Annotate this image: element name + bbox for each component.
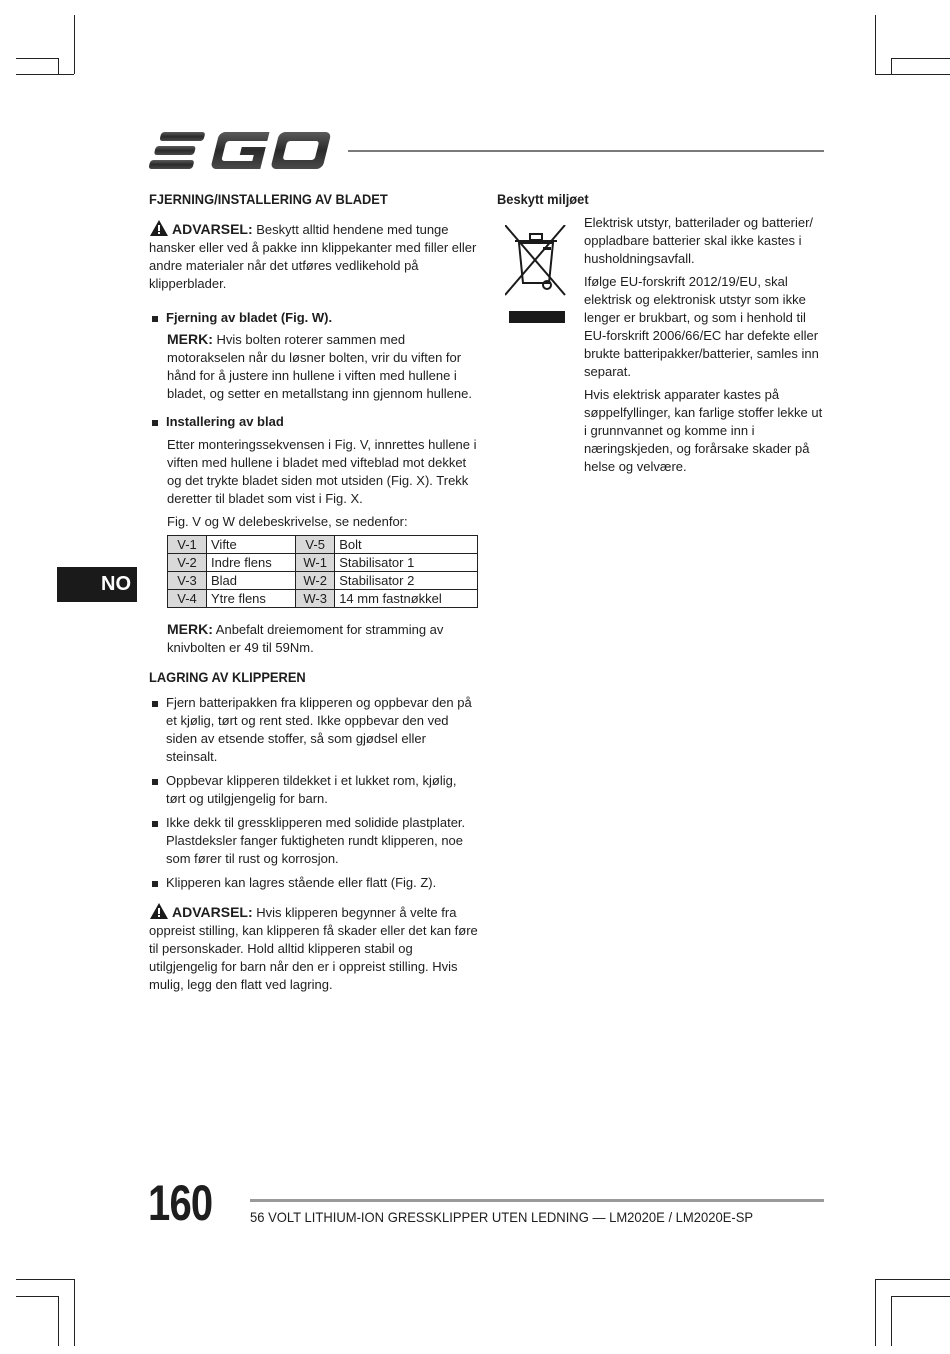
crop-mark	[58, 1296, 59, 1346]
ego-logo	[148, 130, 333, 172]
note-tag: MERK:	[167, 621, 213, 637]
removal-heading	[149, 309, 479, 327]
left-column	[149, 191, 479, 994]
parts-caption: Fig. V og W delebeskrivelse, se nedenfor:	[167, 514, 408, 529]
storage-list	[149, 694, 479, 892]
warning-tag: ADVARSEL:	[172, 221, 253, 237]
list-item: Klipperen kan lagres stående eller flatt (Fig. Z).	[149, 874, 479, 892]
part-name-cell: Ytre flens	[207, 590, 296, 608]
crop-mark	[16, 1296, 58, 1297]
removal-note	[167, 330, 479, 403]
crossed-bin-icon	[505, 225, 567, 325]
parts-table	[167, 535, 478, 608]
crop-mark	[891, 1296, 950, 1297]
part-code-cell: V-5	[296, 536, 335, 554]
part-name-cell: Indre flens	[207, 554, 296, 572]
table-row	[168, 572, 478, 590]
table-row	[168, 536, 478, 554]
table-row	[168, 554, 478, 572]
crop-mark	[891, 1296, 892, 1346]
header-rule	[348, 150, 824, 152]
crop-mark	[74, 15, 75, 74]
crop-mark	[875, 1279, 876, 1346]
environment-paragraph: Elektrisk utstyr, batterilader og batterier/ oppladbare batterier skal ikke kastes i husholdningsavfall.	[584, 215, 814, 266]
part-code-cell: V-2	[168, 554, 207, 572]
part-name-cell: 14 mm fastnøkkel	[335, 590, 478, 608]
crop-mark	[891, 58, 950, 59]
language-tab: NO	[57, 567, 137, 602]
part-name-cell: Blad	[207, 572, 296, 590]
footer-title: 56 VOLT LITHIUM-ION GRESSKLIPPER UTEN LEDNING — LM2020E / LM2020E-SP	[250, 1209, 754, 1225]
crop-mark	[16, 58, 58, 59]
crop-mark	[58, 58, 59, 74]
part-name-cell: Vifte	[207, 536, 296, 554]
page-number: 160	[148, 1175, 213, 1231]
crop-mark	[16, 1279, 74, 1280]
part-code-cell: W-3	[296, 590, 335, 608]
list-item: Oppbevar klipperen tildekket i et lukket rom, kjølig, tørt og utilgjengelig for barn.	[149, 772, 479, 808]
crop-mark	[891, 58, 892, 74]
environment-text	[584, 214, 824, 476]
part-name-cell: Stabilisator 1	[335, 554, 478, 572]
warning-blade	[149, 219, 479, 293]
note-tag: MERK:	[167, 331, 213, 347]
part-code-cell: V-4	[168, 590, 207, 608]
environment-paragraph: Hvis elektrisk apparater kastes på søppelfyllinger, kan farlige stoffer lekke ut i grunnvannet og komme inn i næringskjeden, og forårsake skader på helse og velvære.	[584, 387, 823, 474]
crop-mark	[875, 15, 876, 74]
warning-storage	[149, 902, 479, 994]
warning-text: Beskytt alltid hendene med tunge hansker eller ved å pakke inn klippekanter med filler eller andre materialer når det utføres vedlikehold på klipperblader.	[149, 222, 477, 291]
list-item: Ikke dekk til gressklipperen med solidide plastplater. Plastdeksler fanger fuktigheten rundt klipperen, noe som fører til rust og korrosjon.	[149, 814, 479, 868]
crop-mark	[16, 74, 74, 75]
table-row	[168, 590, 478, 608]
torque-text: Anbefalt dreiemoment for stramming av knivbolten er 49 til 59Nm.	[167, 622, 444, 655]
warning-text: Hvis klipperen begynner å velte fra oppreist stilling, kan klipperen få skader eller det kan føre til personskader. Hold alltid klipperen stabil og utilgjengelig for barn når den er i oppreist stilling. Hvis mulig, legg den flatt ved lagring.	[149, 905, 478, 992]
part-name-cell: Bolt	[335, 536, 478, 554]
part-code-cell: W-2	[296, 572, 335, 590]
install-heading	[149, 413, 479, 431]
crop-mark	[74, 1279, 75, 1346]
environment-title: Beskytt miljøet	[497, 191, 589, 207]
footer-rule	[250, 1199, 824, 1202]
install-title: Installering av blad	[166, 414, 284, 429]
part-code-cell: V-1	[168, 536, 207, 554]
list-item: Fjern batteripakken fra klipperen og oppbevar den på et kjølig, tørt og rent sted. Ikke oppbevar den ved siden av etsende stoffer, så som gjødsel eller steinsalt.	[149, 694, 479, 766]
warning-triangle-icon	[149, 219, 169, 237]
environment-paragraph: Ifølge EU-forskrift 2012/19/EU, skal elektrisk og elektronisk utstyr som ikke lenger er brukbart, og som i henhold til EU-forskrift 2006/66/EC har defekte eller brukte batteripakker/batterier, samles inn separat.	[584, 274, 819, 379]
section-title-storage: LAGRING AV KLIPPEREN	[149, 669, 306, 685]
note-text: Hvis bolten roterer sammen med motorakselen når du løsner bolten, vrir du viften for hånd for å justere inn hullene i viften med hullene i bladet, og setter en metallstang inn gjennom hullene.	[167, 332, 472, 401]
part-code-cell: W-1	[296, 554, 335, 572]
part-code-cell: V-3	[168, 572, 207, 590]
crop-mark	[875, 1279, 950, 1280]
crop-mark	[875, 74, 950, 75]
section-title-blade: FJERNING/INSTALLERING AV BLADET	[149, 191, 388, 207]
removal-title: Fjerning av bladet (Fig. W).	[166, 310, 333, 325]
torque-note	[167, 620, 479, 657]
warning-tag: ADVARSEL:	[172, 904, 253, 920]
install-text: Etter monteringssekvensen i Fig. V, innrettes hullene i viften med hullene i bladet med vifteblad mot dekket og det trykte bladet siden mot utsiden (Fig. X). Trekk deretter til bladet som vist i Fig. X.	[167, 437, 477, 506]
warning-triangle-icon	[149, 902, 169, 920]
part-name-cell: Stabilisator 2	[335, 572, 478, 590]
